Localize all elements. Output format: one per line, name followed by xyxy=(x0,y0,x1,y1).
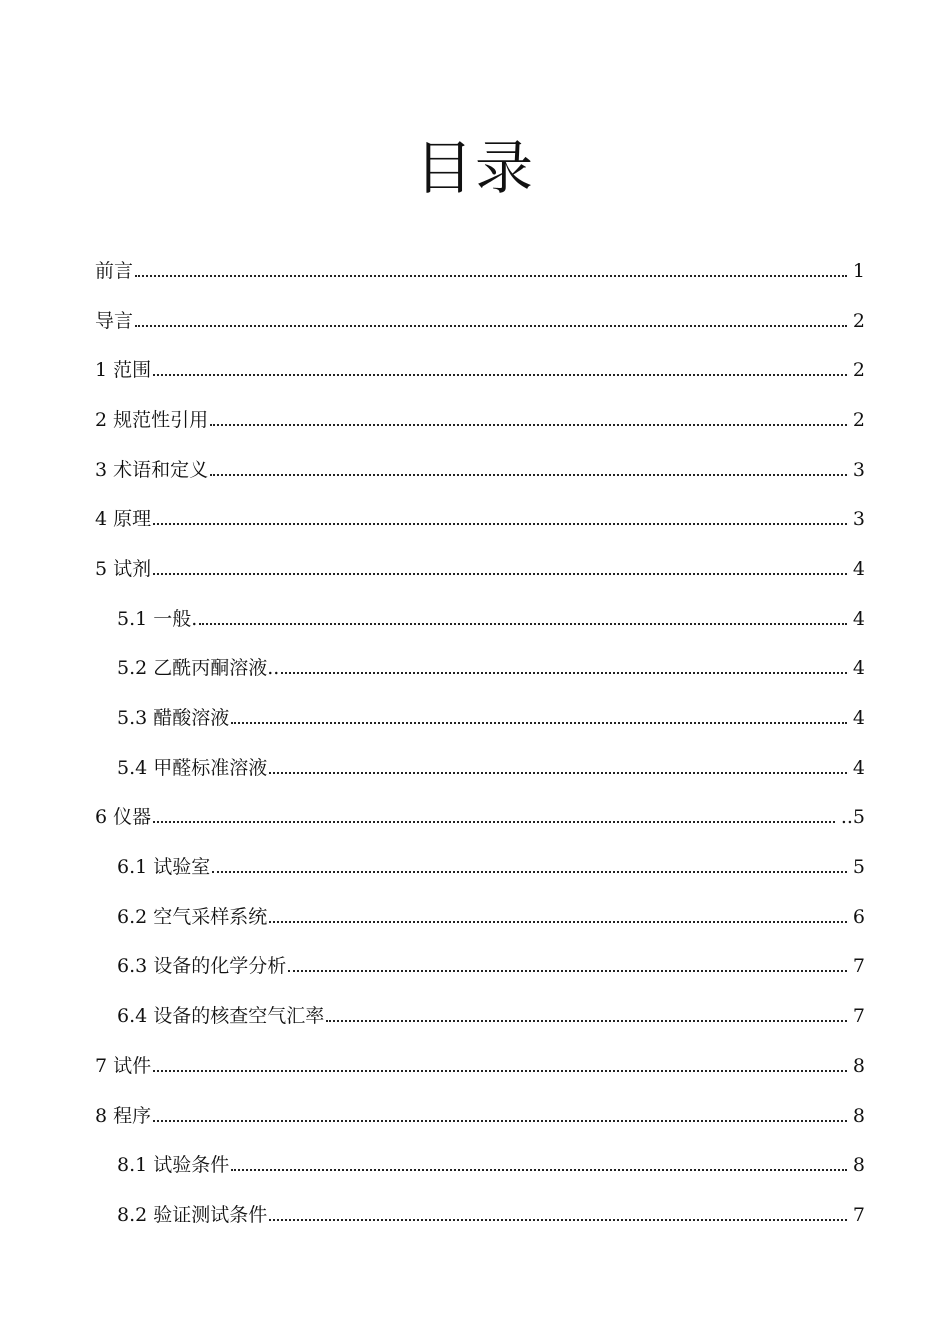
toc-entry-label: 8.2 验证测试条件 xyxy=(117,1203,268,1226)
toc-entry-page-number: 3 xyxy=(852,458,865,481)
toc-entry-label: 6.2 空气采样系统 xyxy=(117,905,268,928)
toc-entry[interactable] xyxy=(0,594,865,644)
toc-entry[interactable] xyxy=(0,743,865,793)
toc-entry-page-number: 4 xyxy=(852,607,865,630)
toc-entry[interactable] xyxy=(0,296,865,346)
toc-entry-label: 3 术语和定义 xyxy=(95,458,209,481)
toc-entry[interactable] xyxy=(0,1041,865,1091)
toc-entry[interactable] xyxy=(0,544,865,594)
toc-entry-label: 5.1 一般. xyxy=(117,607,198,630)
toc-dot-leader xyxy=(153,573,847,575)
toc-entry[interactable] xyxy=(0,793,865,843)
toc-entry-label: 前言 xyxy=(95,259,134,282)
toc-dot-leader xyxy=(326,1020,847,1022)
toc-entry[interactable] xyxy=(0,991,865,1041)
toc-entry-page-number: 1 xyxy=(852,259,865,282)
table-of-contents xyxy=(0,246,950,1240)
toc-entry-page-number: 5 xyxy=(852,856,865,879)
toc-entry[interactable] xyxy=(0,1190,865,1240)
toc-entry-label: 7 试件 xyxy=(95,1054,152,1077)
toc-entry-page-number: 8 xyxy=(852,1154,865,1177)
toc-entry[interactable] xyxy=(0,842,865,892)
toc-entry[interactable] xyxy=(0,942,865,992)
toc-entry-label: 8.1 试验条件 xyxy=(117,1154,230,1177)
toc-entry-label: 4 原理 xyxy=(95,508,152,531)
toc-entry-label: 5 试剂 xyxy=(95,557,152,580)
toc-entry-page-number: 4 xyxy=(852,756,865,779)
toc-dot-leader xyxy=(135,275,847,277)
toc-entry-label: 6 仪器 xyxy=(95,806,152,829)
toc-entry-page-number: 8 xyxy=(852,1054,865,1077)
toc-entry-page-number: 6 xyxy=(852,905,865,928)
toc-entry-page-number: 3 xyxy=(852,508,865,531)
toc-dot-leader xyxy=(212,871,847,873)
toc-dot-leader xyxy=(153,1120,847,1122)
toc-dot-leader xyxy=(153,374,847,376)
toc-entry-label: 5.2 乙酰丙酮溶液.. xyxy=(117,657,280,680)
toc-entry[interactable] xyxy=(0,693,865,743)
toc-entry-page-number: 4 xyxy=(852,707,865,730)
toc-dot-leader xyxy=(199,623,847,625)
toc-entry-label: 2 规范性引用 xyxy=(95,408,209,431)
toc-entry-label: 5.4 甲醛标准溶液 xyxy=(117,756,268,779)
toc-entry[interactable] xyxy=(0,395,865,445)
toc-dot-leader xyxy=(269,772,847,774)
toc-entry[interactable] xyxy=(0,1091,865,1141)
toc-entry-page-number: 7 xyxy=(852,955,865,978)
toc-dot-leader xyxy=(269,1219,847,1221)
toc-dot-leader xyxy=(231,1169,847,1171)
toc-entry-page-number: 7 xyxy=(852,1005,865,1028)
toc-dot-leader xyxy=(153,1070,847,1072)
toc-entry-label: 8 程序 xyxy=(95,1104,152,1127)
toc-entry-page-number: 2 xyxy=(852,408,865,431)
toc-entry-page-number: 8 xyxy=(852,1104,865,1127)
toc-dot-leader xyxy=(288,970,847,972)
toc-entry-label: 6.3 设备的化学分析 xyxy=(117,955,287,978)
toc-entry-label: 导言 xyxy=(95,309,134,332)
toc-entry[interactable] xyxy=(0,445,865,495)
toc-dot-leader xyxy=(281,672,847,674)
toc-entry-page-number: ..5 xyxy=(840,806,865,829)
toc-dot-leader xyxy=(269,921,847,923)
toc-entry-label: 6.1 试验室 xyxy=(117,856,211,879)
toc-entry[interactable] xyxy=(0,494,865,544)
toc-entry-page-number: 7 xyxy=(852,1203,865,1226)
toc-entry-page-number: 4 xyxy=(852,557,865,580)
toc-dot-leader xyxy=(210,424,847,426)
toc-entry-page-number: 2 xyxy=(852,309,865,332)
toc-dot-leader xyxy=(153,821,835,823)
toc-entry[interactable] xyxy=(0,644,865,694)
toc-entry[interactable] xyxy=(0,1140,865,1190)
toc-entry-label: 1 范围 xyxy=(95,359,152,382)
toc-entry-page-number: 4 xyxy=(852,657,865,680)
toc-dot-leader xyxy=(135,325,847,327)
toc-entry-label: 6.4 设备的核查空气汇率 xyxy=(117,1005,325,1028)
toc-dot-leader xyxy=(231,722,847,724)
toc-entry-label: 5.3 醋酸溶液 xyxy=(117,707,230,730)
toc-entry-page-number: 2 xyxy=(852,359,865,382)
toc-entry[interactable] xyxy=(0,892,865,942)
toc-dot-leader xyxy=(153,523,847,525)
toc-dot-leader xyxy=(210,474,847,476)
page-title: 目录 xyxy=(414,134,535,202)
toc-entry[interactable] xyxy=(0,345,865,395)
toc-entry[interactable] xyxy=(0,246,865,296)
